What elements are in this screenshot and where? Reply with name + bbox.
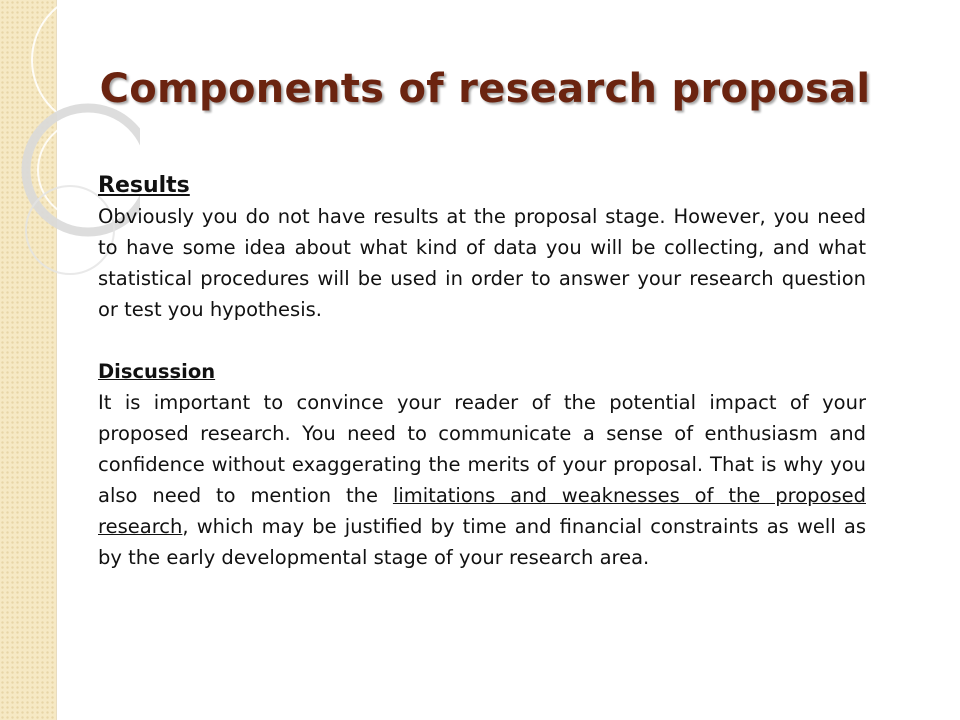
discussion-underlined-phrase: limitations and weaknesses of the proposed research [98,484,866,538]
results-paragraph: Obviously you do not have results at the proposal stage. However, you need to have some idea about what kind of data you will be collecting, and what statistical procedures will be used in order to answer your research question or test you hypothesis. [98,205,866,321]
slide-content [98,170,866,573]
discussion-paragraph [98,387,866,573]
results-heading: Results [98,173,190,198]
discussion-text-part1: It is important to convince your reader of the potential impact of your proposed research. You need to communicate a sense of enthusiasm and confidence without exaggerating the merits of your proposal. That is why you also need to mention the [98,391,866,507]
discussion-text-part2: , which may be justified by time and financial constraints as well as by the early developmental stage of your research area. [98,515,866,569]
section-spacer [98,325,866,356]
discussion-heading: Discussion [98,360,216,383]
slide-title: Components of research proposal [99,66,871,112]
